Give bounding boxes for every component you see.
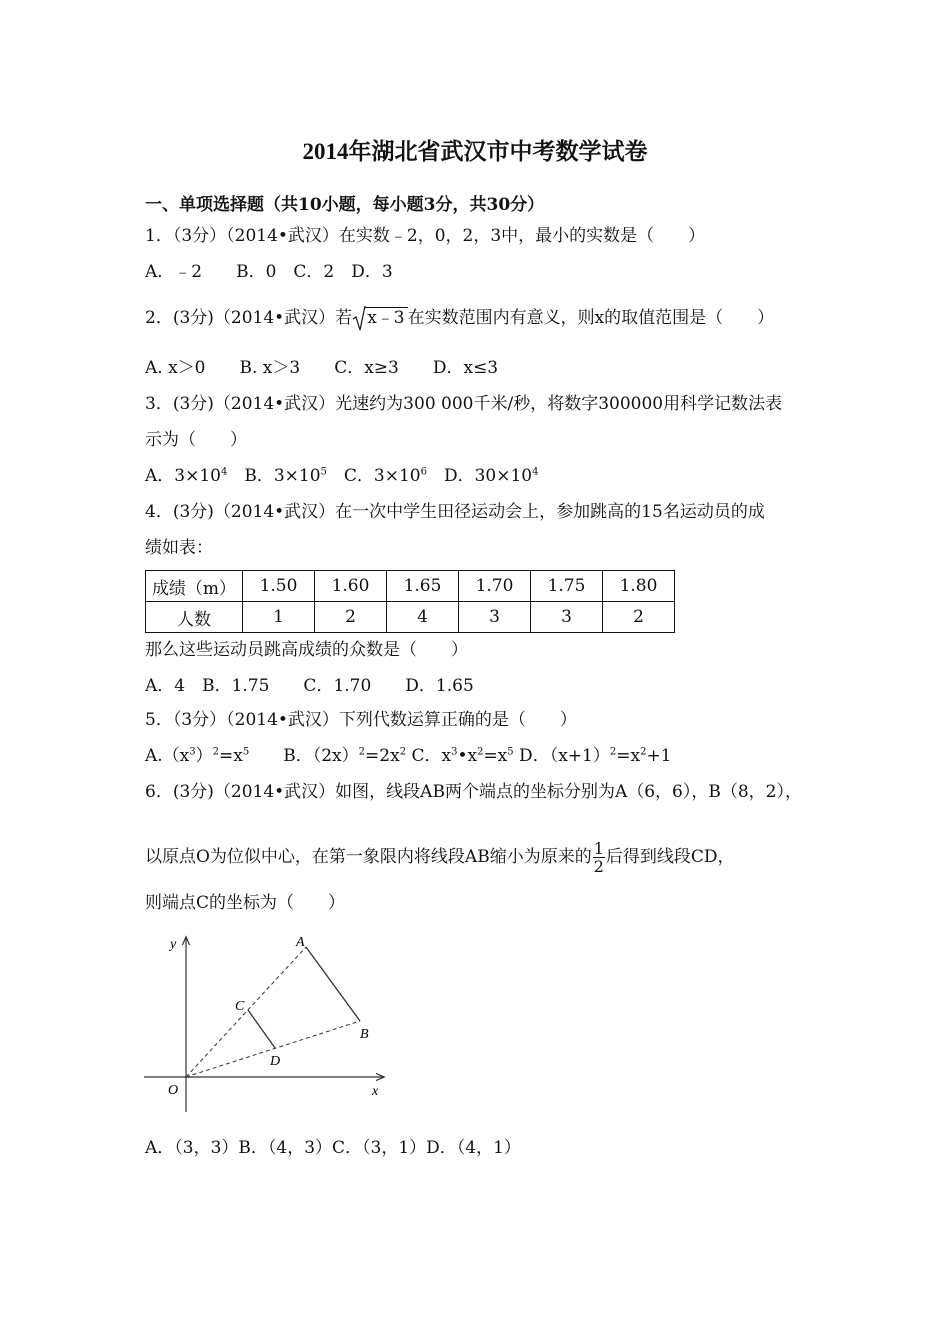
table-cell: 1.50 [243,571,315,602]
q6-line2-before: 以原点O为位似中心，在第一象限内将线段AB缩小为原来的 [145,847,592,867]
section-heading: 一、单项选择题（共10小题，每小题3分，共30分） [145,195,545,215]
q3-option-c: C．3×10 [326,466,421,486]
q5-d-part: =x [616,746,641,766]
label-o: O [168,1083,179,1098]
question-3-options [145,464,539,488]
page-title: 2014年湖北省武汉市中考数学试卷 [302,139,648,164]
label-c: C [235,999,245,1014]
fraction-denominator: 2 [593,857,604,876]
fraction-numerator: 1 [593,839,604,858]
table-header-count: 人数 [146,602,243,633]
q3-option-d-exponent: 4 [532,466,539,478]
q5-d-part: +1 [646,746,672,766]
square-root-expression [352,306,407,330]
question-1-options: A．﹣2 B．0 C．2 D．3 [145,262,393,282]
table-cell: 3 [531,602,603,633]
q5-d-exponent: 2 [609,746,617,758]
q5-b-exponent: 2 [399,746,407,758]
q5-c-exponent: 5 [507,746,514,758]
q3-option-b: B．3×10 [227,466,321,486]
table-cell: 2 [315,602,387,633]
q5-b-part: B．（2x） [249,746,359,766]
q5-a-part: ） [195,746,213,766]
question-2-options: A. x＞0 B. x＞3 C．x≥3 D．x≤3 [145,358,499,378]
fraction-one-half [593,840,605,875]
table-cell: 1.65 [387,571,459,602]
q5-b-exponent: 2 [358,746,366,758]
label-x: x [372,1084,379,1099]
q5-b-part: =2x [365,746,400,766]
question-2-stem-after: 在实数范围内有意义，则x的取值范围是（ ） [407,308,775,328]
q5-c-part: C．x [406,746,452,766]
table-row [146,602,675,633]
question-4-options: A．4 B．1.75 C．1.70 D．1.65 [145,676,474,696]
q6-line2-after: 后得到线段CD， [605,847,735,867]
question-5-options [145,744,672,768]
q5-a-exponent: 3 [189,746,196,758]
question-5-stem: 5．（3分）（2014•武汉）下列代数运算正确的是（ ） [145,710,577,730]
table-header-score: 成绩（m） [146,571,243,602]
q5-c-exponent: 2 [477,746,484,758]
question-3-stem-line-2: 示为（ ） [145,430,247,450]
question-1-stem: 1．（3分）（2014•武汉）在实数﹣2，0，2，3中，最小的实数是（ ） [145,226,706,246]
segment-cd [248,1010,275,1048]
question-6-options: A．（3，3）B．（4，3）C．（3，1）D．（4，1） [145,1138,521,1158]
table-cell: 1.70 [459,571,531,602]
score-table [145,570,675,633]
question-6-stem-line-2 [145,840,735,875]
q5-d-part: D．（x+1） [513,746,610,766]
q5-a-exponent: 5 [242,746,250,758]
table-cell: 1.75 [531,571,603,602]
q5-c-part: =x [483,746,508,766]
label-b: B [360,1027,369,1042]
label-y: y [170,937,177,952]
table-cell: 1.80 [603,571,675,602]
question-4-stem-line-1: 4．(3分)（2014•武汉）在一次中学生田径运动会上，参加跳高的15名运动员的成 [145,502,765,522]
q3-option-d: D．30×10 [426,466,533,486]
q3-option-c-exponent: 6 [420,466,427,478]
question-6-stem-line-1: 6．(3分)（2014•武汉）如图，线段AB两个端点的坐标分别为A（6，6），B（8，2）， [145,782,802,802]
table-cell: 4 [387,602,459,633]
q5-c-part: •x [457,746,478,766]
coordinate-figure [140,930,400,1120]
question-2-stem [145,306,774,330]
table-cell: 1.60 [315,571,387,602]
q5-a-exponent: 2 [212,746,220,758]
q5-d-exponent: 2 [640,746,647,758]
question-4-stem-line-2: 绩如表： [145,538,213,558]
question-6-stem-line-3: 则端点C的坐标为（ ） [145,893,346,913]
q3-option-b-exponent: 5 [320,466,327,478]
table-cell: 3 [459,602,531,633]
label-a: A [296,935,305,950]
table-cell: 2 [603,602,675,633]
table-cell: 1 [243,602,315,633]
q5-c-exponent: 3 [451,746,458,758]
q3-option-a-exponent: 4 [220,466,228,478]
question-4-question: 那么这些运动员跳高成绩的众数是（ ） [145,640,468,660]
q5-a-part: A.（x [145,746,190,766]
table-row [146,571,675,602]
radicand: x﹣3 [365,307,407,328]
segment-ab [306,947,360,1021]
radical-sign-icon [352,304,366,332]
q5-a-part: =x [219,746,243,766]
question-2-stem-before: 2．(3分)（2014•武汉）若 [145,308,353,328]
q3-option-a: A．3×10 [145,466,221,486]
label-d: D [270,1054,281,1069]
question-3-stem-line-1: 3．(3分)（2014•武汉）光速约为300 000千米/秒，将数字300000用科学记数法表 [145,394,783,414]
